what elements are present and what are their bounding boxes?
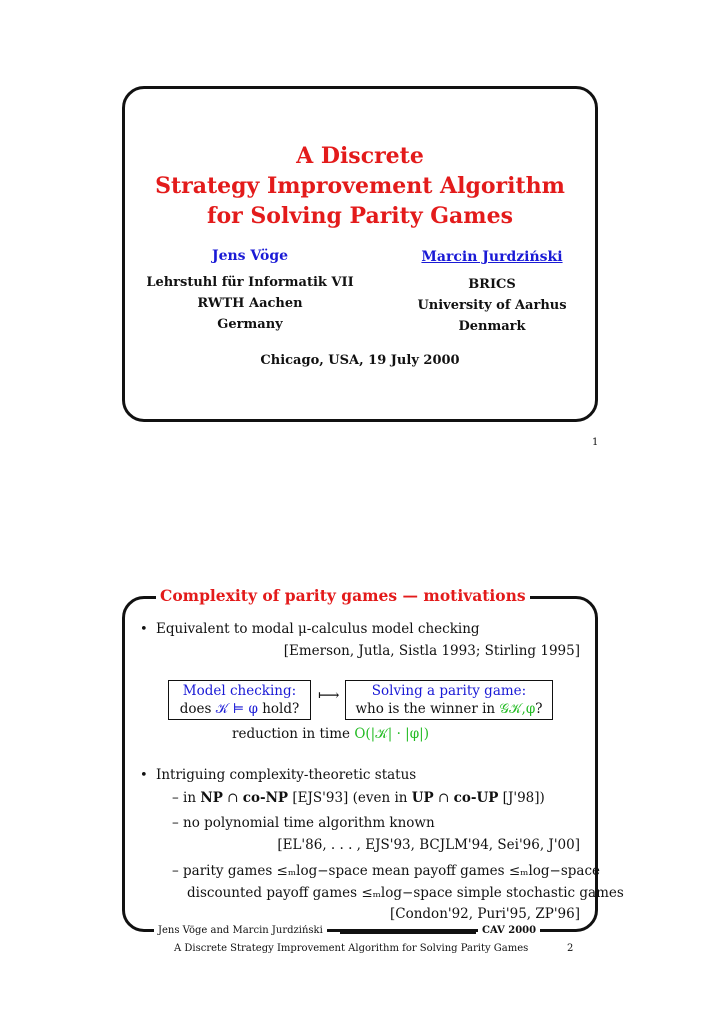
parity-game-label: Solving a parity game: <box>371 683 527 699</box>
parity-game-question <box>346 701 552 717</box>
sub-bullet-1 <box>172 790 545 806</box>
sub-bullet-2: – no polynomial time algorithm known <box>172 815 435 831</box>
slide-1-title-line-2: Strategy Improvement Algorithm <box>155 173 565 199</box>
affil-right-1: BRICS <box>468 277 516 292</box>
sub1-cap: ∩ <box>222 790 243 806</box>
affil-left-1: Lehrstuhl für Informatik VII <box>146 275 354 290</box>
sub-bullet-3-line-1: – parity games ≤ₘlog−space mean payoff games ≤ₘlog−space <box>172 863 601 879</box>
affil-left-3: Germany <box>217 317 283 332</box>
page-number-2: 2 <box>567 943 574 954</box>
slide-1-title-line-3: for Solving Parity Games <box>207 203 513 229</box>
model-checking-label: Model checking: <box>182 683 297 699</box>
slide-1-title-line-1: A Discrete <box>296 143 424 169</box>
footer-rule <box>340 931 476 934</box>
page-number-1: 1 <box>592 437 599 448</box>
venue-date: Chicago, USA, 19 July 2000 <box>260 353 460 368</box>
author-right-link[interactable]: Marcin Jurdziński <box>421 249 563 265</box>
sub-bullet-3-reference: [Condon'92, Puri'95, ZP'96] <box>390 906 580 922</box>
sub-bullet-3-line-2: discounted payoff games ≤ₘlog−space simple stochastic games <box>187 885 624 901</box>
sub1-cap2: ∩ <box>433 790 454 806</box>
bullet-1-text: Equivalent to modal μ-calculus model checking <box>156 621 480 637</box>
model-checking-question-post: hold? <box>257 701 300 717</box>
parity-game-question-pre: who is the winner in <box>355 701 500 717</box>
affil-right-3: Denmark <box>458 319 526 334</box>
sub-bullet-2-reference: [EL'86, . . . , EJS'93, BCJLM'94, Sei'96, J'00] <box>277 837 580 853</box>
author-left: Jens Vöge <box>211 248 289 264</box>
parity-game-question-post: ? <box>535 701 543 717</box>
bullet-2-text: Intriguing complexity-theoretic status <box>156 767 417 783</box>
footer-title: A Discrete Strategy Improvement Algorithm for Solving Parity Games <box>174 943 529 954</box>
parity-game-box <box>345 680 553 720</box>
sub1-post: [J'98]) <box>498 790 545 806</box>
sub1-np: NP <box>200 790 223 806</box>
footer-authors: Jens Vöge and Marcin Jurdziński <box>154 925 327 936</box>
parity-game-formula: 𝒢𝒦,φ <box>499 701 536 717</box>
model-checking-formula: 𝒦 ⊨ φ <box>215 701 258 717</box>
footer-venue: CAV 2000 <box>478 925 540 936</box>
model-checking-question-pre: does <box>179 701 216 717</box>
model-checking-question <box>169 701 310 717</box>
reduction-formula: O(|𝒦| · |φ|) <box>354 726 429 742</box>
sub1-coup: co-UP <box>453 790 499 806</box>
model-checking-box <box>168 680 311 720</box>
bullet-2-dot: • <box>140 768 148 783</box>
maps-to-arrow-icon: ⟼ <box>318 686 340 704</box>
slide-2-title: Complexity of parity games — motivations <box>156 586 530 605</box>
affil-left-2: RWTH Aachen <box>197 296 303 311</box>
affil-right-2: University of Aarhus <box>417 298 567 313</box>
reduction-line <box>232 726 429 742</box>
bullet-1-dot: • <box>140 622 148 637</box>
sub1-mid: [EJS'93] (even in <box>288 790 412 806</box>
reduction-pre: reduction in time <box>232 726 355 742</box>
sub1-conp: co-NP <box>242 790 289 806</box>
sub1-up: UP <box>411 790 434 806</box>
sub1-pre: – in <box>172 790 201 806</box>
bullet-1-reference: [Emerson, Jutla, Sistla 1993; Stirling 1995] <box>283 643 580 659</box>
